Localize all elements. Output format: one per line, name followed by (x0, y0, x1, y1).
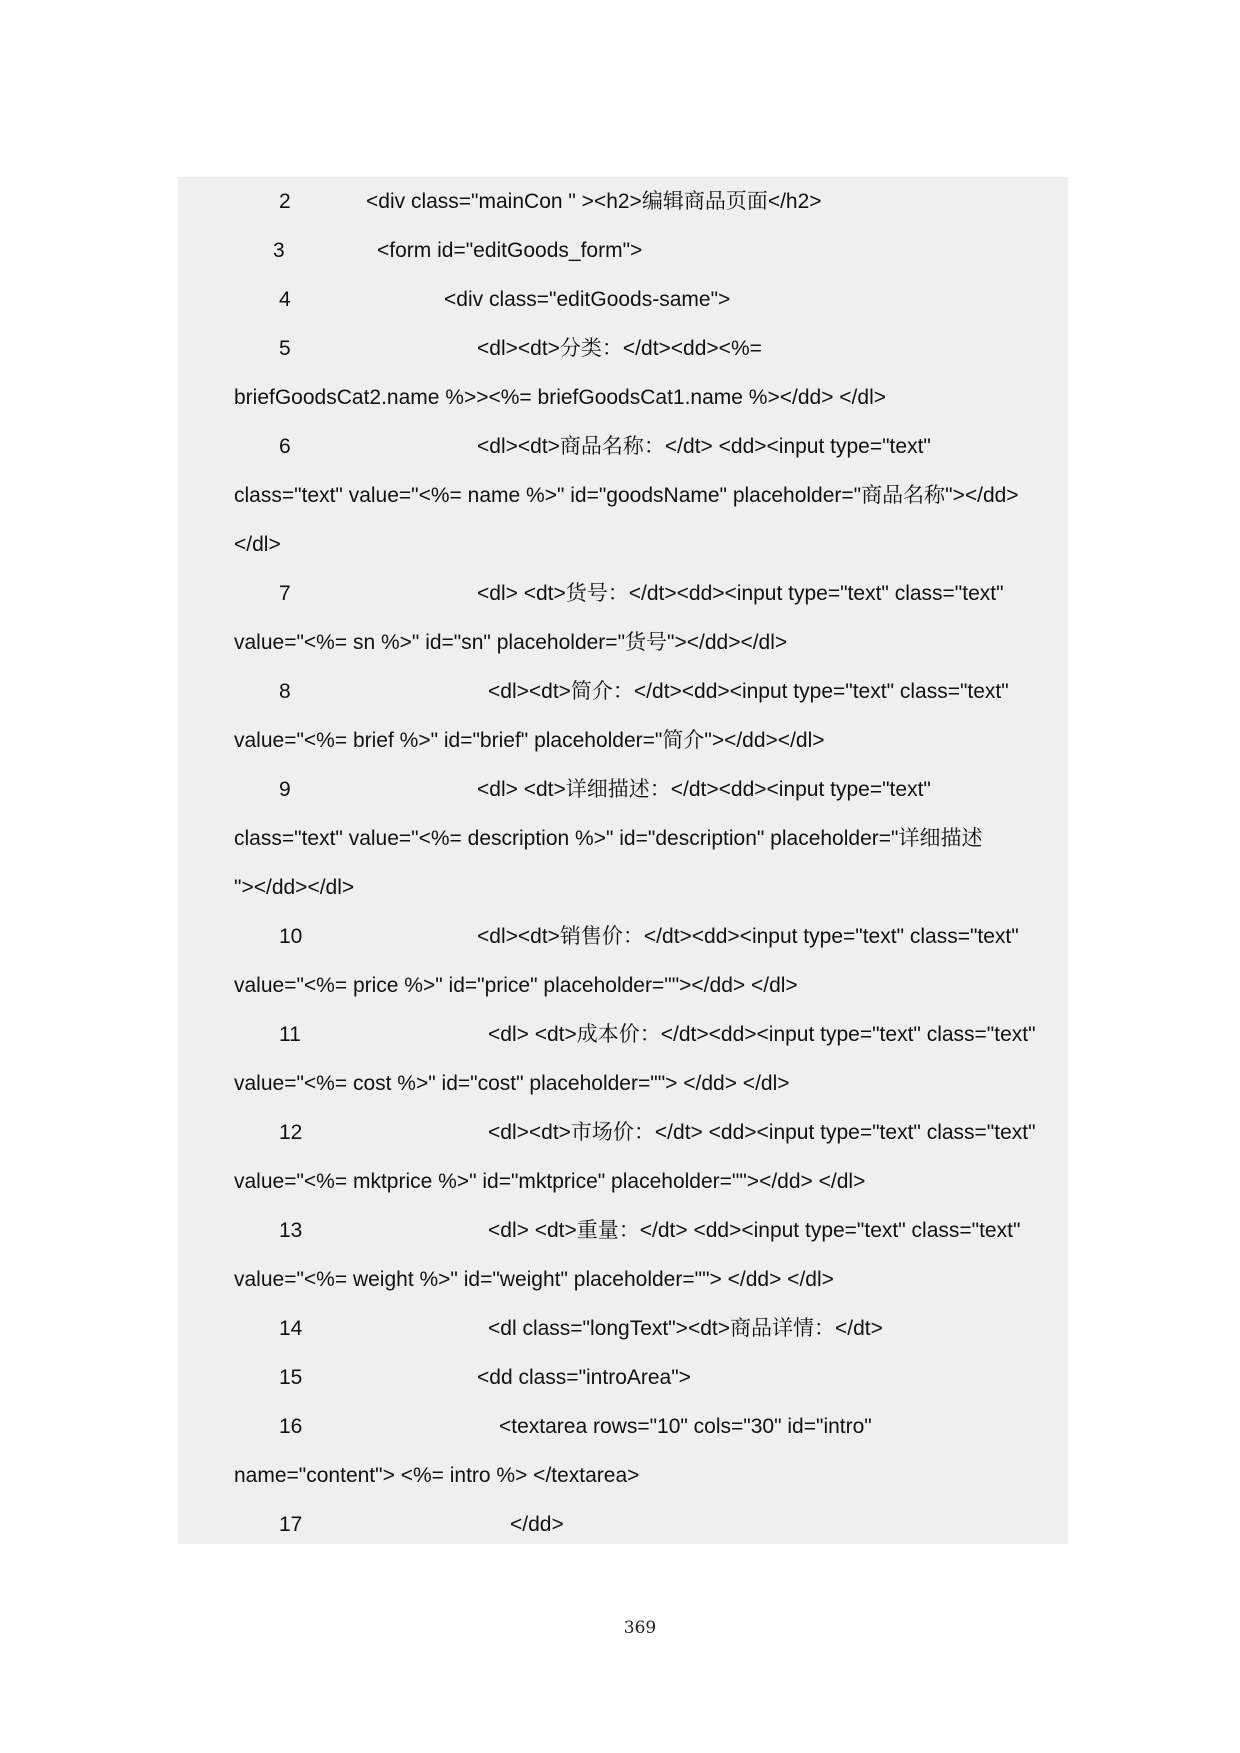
line-number: 8 (279, 680, 291, 703)
line-number: 16 (279, 1415, 303, 1438)
code-line: <dl> <dt>成本价：</dt><dd><input type="text" class="text" (488, 1023, 1036, 1046)
line-number: 6 (279, 435, 291, 458)
code-line: <dl><dt>销售价：</dt><dd><input type="text" class="text" (477, 925, 1019, 948)
code-line: <form id="editGoods_form"> (377, 239, 643, 262)
line-number: 3 (273, 239, 285, 262)
code-line: <dl><dt>市场价：</dt> <dd><input type="text" class="text" (488, 1121, 1036, 1144)
line-number: 14 (279, 1317, 303, 1340)
code-line-continuation: value="<%= weight %>" id="weight" placeholder=""> </dd> </dl> (234, 1268, 834, 1291)
code-line: <dl> <dt>货号：</dt><dd><input type="text" class="text" (477, 582, 1004, 605)
code-line-continuation: value="<%= cost %>" id="cost" placeholder=""> </dd> </dl> (234, 1072, 790, 1095)
code-line: <dl> <dt>详细描述：</dt><dd><input type="text" (477, 778, 931, 801)
line-number: 10 (279, 925, 303, 948)
code-line: <dl><dt>分类：</dt><dd><%= (477, 337, 762, 360)
code-line-continuation: </dl> (234, 533, 281, 556)
line-number: 12 (279, 1121, 303, 1144)
code-line-continuation: class="text" value="<%= description %>" id="description" placeholder="详细描述 (234, 827, 983, 850)
code-line: <textarea rows="10" cols="30" id="intro" (499, 1415, 872, 1438)
code-line: <dl> <dt>重量：</dt> <dd><input type="text" class="text" (488, 1219, 1021, 1242)
line-number: 15 (279, 1366, 303, 1389)
page-number: 369 (623, 1618, 657, 1638)
code-line: </dd> (510, 1513, 564, 1536)
code-line-continuation: "></dd></dl> (234, 876, 355, 899)
code-line-continuation: value="<%= sn %>" id="sn" placeholder="货号"></dd></dl> (234, 631, 788, 654)
code-line: <dl><dt>简介：</dt><dd><input type="text" class="text" (488, 680, 1009, 703)
code-line-continuation: briefGoodsCat2.name %>><%= briefGoodsCat1.name %></dd> </dl> (234, 386, 886, 409)
code-line: <dl class="longText"><dt>商品详情：</dt> (488, 1317, 883, 1340)
code-line-continuation: name="content"> <%= intro %> </textarea> (234, 1464, 640, 1487)
line-number: 7 (279, 582, 291, 605)
line-number: 17 (279, 1513, 303, 1536)
code-line: <div class="editGoods-same"> (444, 288, 731, 311)
code-line: <dl><dt>商品名称：</dt> <dd><input type="text" (477, 435, 931, 458)
code-line-continuation: value="<%= price %>" id="price" placeholder=""></dd> </dl> (234, 974, 798, 997)
code-line-continuation: value="<%= brief %>" id="brief" placeholder="简介"></dd></dl> (234, 729, 825, 752)
code-line: <dd class="introArea"> (477, 1366, 691, 1389)
line-number: 13 (279, 1219, 303, 1242)
code-line-continuation: class="text" value="<%= name %>" id="goodsName" placeholder="商品名称"></dd> (234, 484, 1019, 507)
line-number: 9 (279, 778, 291, 801)
line-number: 5 (279, 337, 291, 360)
line-number: 4 (279, 288, 291, 311)
code-line: <div class="mainCon " ><h2>编辑商品页面</h2> (366, 190, 822, 213)
code-line-continuation: value="<%= mktprice %>" id="mktprice" placeholder=""></dd> </dl> (234, 1170, 866, 1193)
line-number: 2 (279, 190, 291, 213)
line-number: 11 (279, 1023, 301, 1046)
